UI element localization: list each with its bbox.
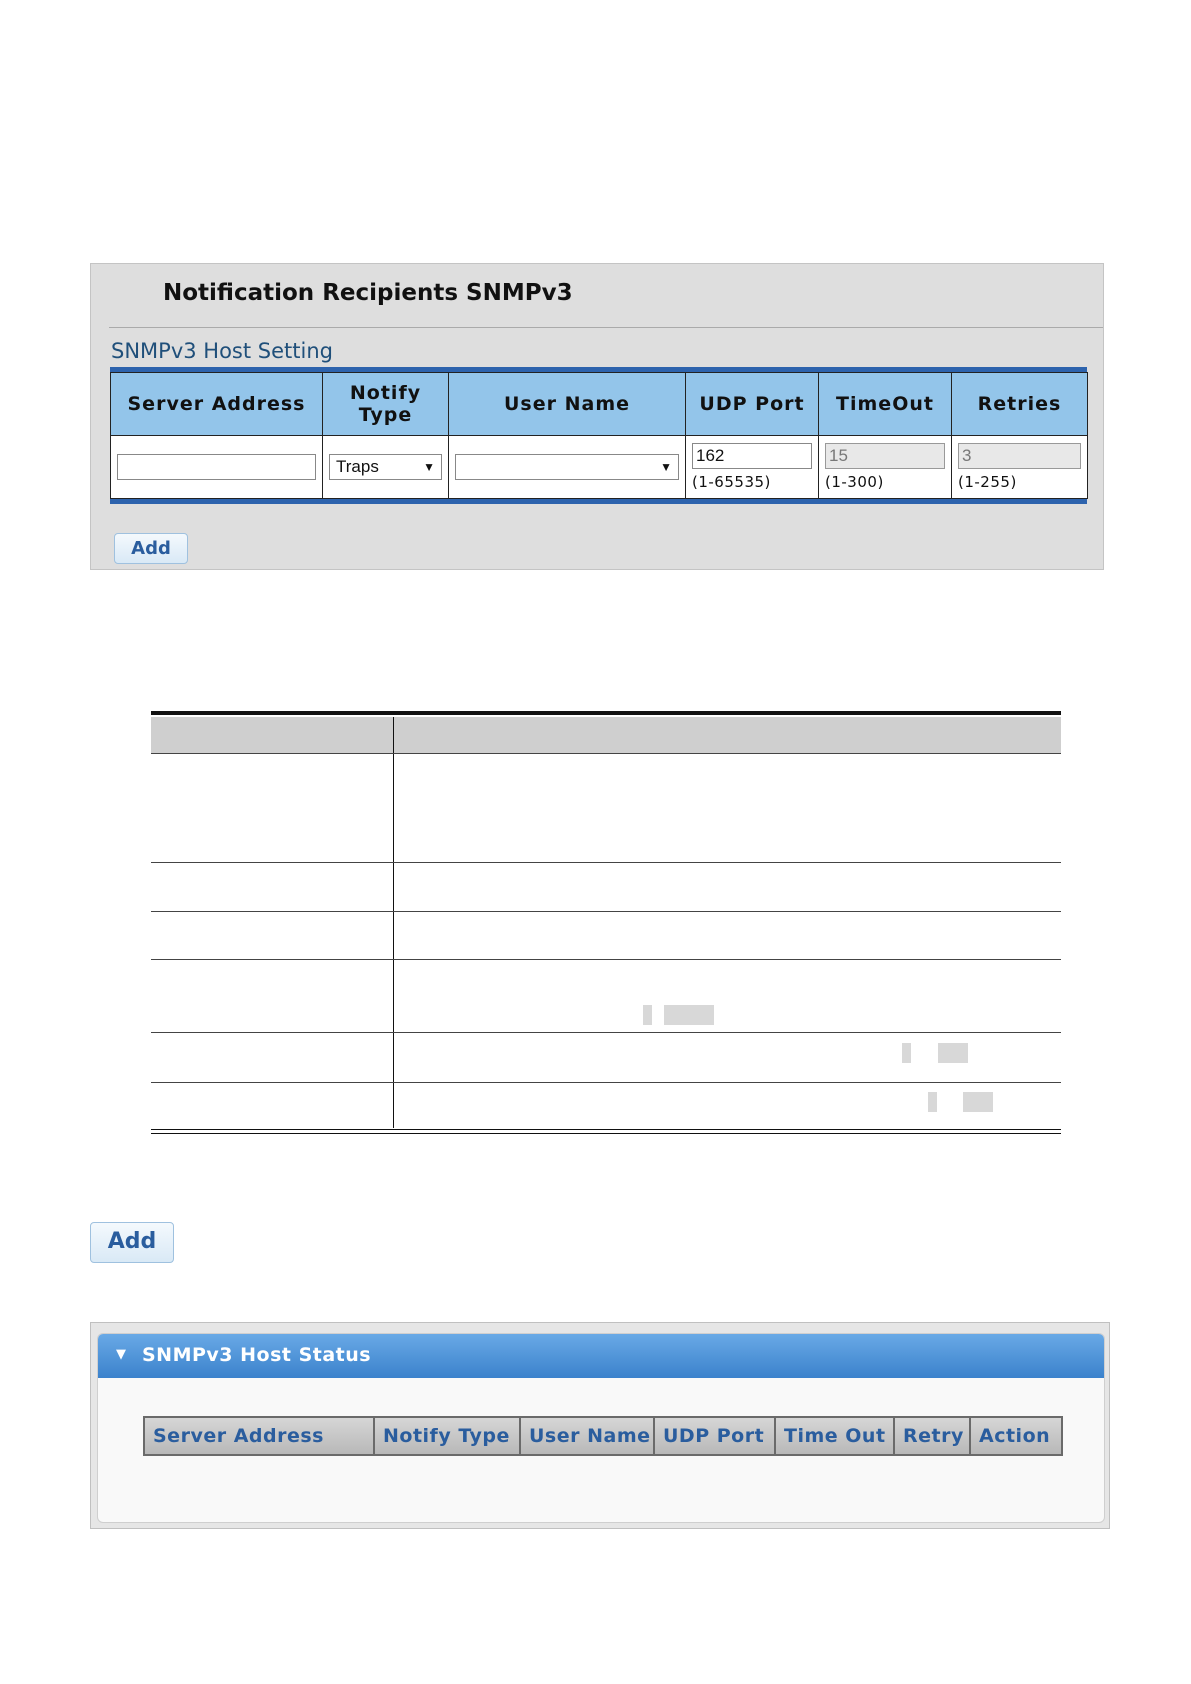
header-timeout: TimeOut — [819, 373, 952, 436]
host-status-panel — [90, 1322, 1110, 1529]
panel-title: Notification Recipients SNMPv3 — [163, 280, 573, 306]
row-divider — [151, 1082, 1061, 1083]
retries-input[interactable]: 3 — [958, 443, 1081, 469]
status-header-retry: Retry — [894, 1417, 970, 1455]
timeout-input[interactable]: 15 — [825, 443, 945, 469]
add-button[interactable]: Add — [114, 533, 188, 564]
add-button-large[interactable]: Add — [90, 1222, 174, 1263]
header-udp-port: UDP Port — [686, 373, 819, 436]
table-bottom-rule — [151, 1133, 1061, 1134]
host-status-header[interactable] — [98, 1334, 1104, 1378]
redacted-mark — [664, 1005, 714, 1025]
collapse-triangle-icon[interactable]: ▼ — [116, 1347, 126, 1362]
redacted-mark — [643, 1005, 652, 1025]
row-divider — [151, 753, 1061, 754]
notify-type-value: Traps — [336, 457, 379, 476]
host-status-table — [143, 1416, 1061, 1456]
table-bottom-rule — [151, 1129, 1061, 1130]
status-header-udp-port: UDP Port — [654, 1417, 775, 1455]
parameter-table — [151, 711, 1061, 1136]
host-setting-subtitle: SNMPv3 Host Setting — [111, 339, 333, 363]
header-retries: Retries — [952, 373, 1088, 436]
status-header-notify-type: Notify Type — [374, 1417, 520, 1455]
udp-port-input[interactable]: 162 — [692, 443, 812, 469]
redacted-mark — [938, 1043, 968, 1063]
header-notify-type-line1: Notify — [349, 382, 422, 404]
host-status-box — [97, 1333, 1105, 1523]
status-header-server-address: Server Address — [144, 1417, 374, 1455]
status-header-action: Action — [970, 1417, 1062, 1455]
redacted-mark — [928, 1092, 937, 1112]
table-top-rule — [151, 711, 1061, 715]
notify-type-select[interactable] — [329, 454, 442, 480]
server-address-input[interactable] — [117, 454, 316, 480]
redacted-mark — [963, 1092, 993, 1112]
table-header-row — [151, 717, 1061, 754]
row-divider — [151, 862, 1061, 863]
header-notify-type-line2: Type — [358, 404, 413, 426]
cell-retries — [952, 436, 1088, 499]
cell-udp-port — [686, 436, 819, 499]
cell-server-address — [111, 436, 323, 499]
notification-recipients-panel — [90, 263, 1104, 570]
header-user-name: User Name — [449, 373, 686, 436]
row-divider — [151, 959, 1061, 960]
redacted-mark — [902, 1043, 911, 1063]
timeout-range: (1-300) — [825, 473, 884, 491]
user-name-select[interactable] — [455, 454, 679, 480]
column-divider — [393, 717, 394, 1128]
host-status-title: SNMPv3 Host Status — [142, 1344, 372, 1366]
dropdown-arrow-icon: ▼ — [423, 460, 435, 474]
panel-divider — [109, 327, 1103, 328]
retries-range: (1-255) — [958, 473, 1017, 491]
dropdown-arrow-icon: ▼ — [660, 460, 672, 474]
header-server-address: Server Address — [111, 373, 323, 436]
host-setting-table — [110, 367, 1087, 504]
status-header-user-name: User Name — [520, 1417, 654, 1455]
status-header-time-out: Time Out — [775, 1417, 894, 1455]
row-divider — [151, 1032, 1061, 1033]
cell-notify-type — [323, 436, 449, 499]
cell-timeout — [819, 436, 952, 499]
udp-port-range: (1-65535) — [692, 473, 771, 491]
cell-user-name — [449, 436, 686, 499]
row-divider — [151, 911, 1061, 912]
header-notify-type — [323, 373, 449, 436]
